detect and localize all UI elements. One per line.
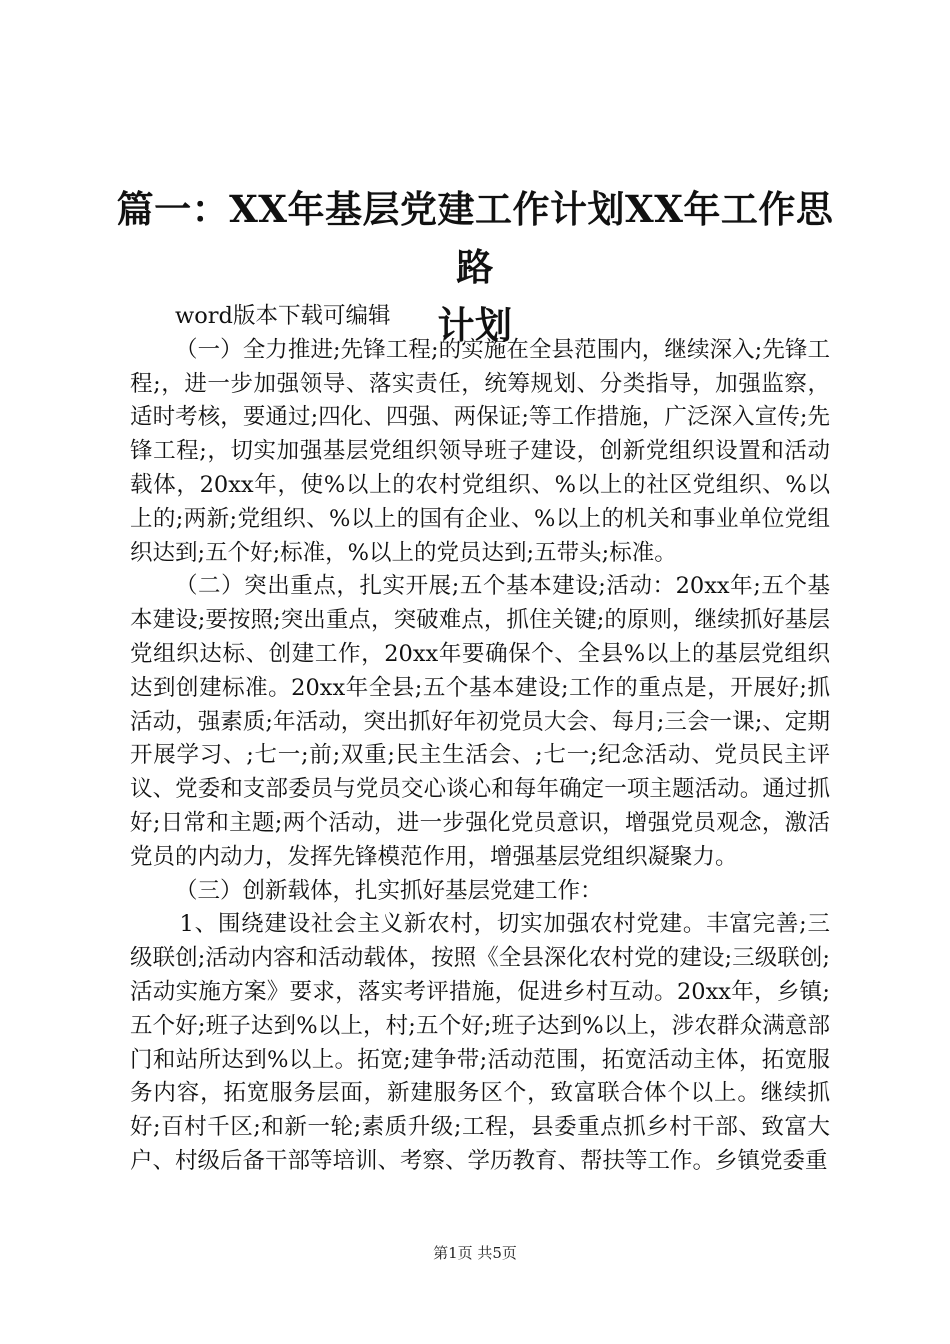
paragraph-2: （二）突出重点，扎实开展;五个基本建设;活动：20xx年;五个基本建设;要按照;突出重点，突破难点，抓住关键;的原则，继续抓好基层党组织达标、创建工作，20xx年要确保个、全县%以上的基层党组织达到创建标准。20xx年全县;五个基本建设;工作的重点是，开展好;抓活动，强素质;年活动，突出抓好年初党员大会、每月;三会一课;、定期开展学习、;七一;前;双重;民主生活会、;七一;纪念活动、党员民主评议、党委和支部委员与党员交心谈心和每年确定一项主题活动。通过抓好;日常和主题;两个活动，进一步强化党员意识，增强党员观念，激活党员的内动力，发挥先锋模范作用，增强基层党组织凝聚力。 [130, 573, 830, 870]
subtitle-note: word版本下载可编辑 [175, 303, 391, 329]
title-line-1: 篇一：XX年基层党建工作计划XX年工作思路 [116, 187, 834, 289]
document-body [130, 300, 830, 1179]
paragraph-3: （三）创新载体，扎实抓好基层党建工作： [175, 877, 603, 904]
paragraph-4: 1、围绕建设社会主义新农村，切实加强农村党建。丰富完善;三级联创;活动内容和活动载体，按照《全县深化农村党的建设;三级联创;活动实施方案》要求，落实考评措施，促进乡村互动。20xx年，乡镇;五个好;班子达到%以上，村;五个好;班子达到%以上，涉农群众满意部门和站所达到%以上。拓宽;建争带;活动范围，拓宽活动主体，拓宽服务内容，拓宽服务层面，新建服务区个，致富联合体个以上。继续抓好;百村千区;和新一轮;素质升级;工程，县委重点抓乡村干部、致富大户、村级后备干部等培训、考察、学历教育、帮扶等工作。乡镇党委重 [130, 911, 830, 1174]
page-footer: 第1页 共5页 [433, 1244, 517, 1262]
paragraph-1: （一）全力推进;先锋工程;的实施在全县范围内，继续深入;先锋工程;，进一步加强领导、落实责任，统筹规划、分类指导，加强监察，适时考核，要通过;四化、四强、两保证;等工作措施，广泛深入宣传;先锋工程;，切实加强基层党组织领导班子建设，创新党组织设置和活动载体，20xx年，使%以上的农村党组织、%以上的社区党组织、%以上的;两新;党组织、%以上的国有企业、%以上的机关和事业单位党组织达到;五个好;标准，%以上的党员达到;五带头;标准。 [130, 336, 830, 566]
title-line-2: 计划 [437, 303, 513, 347]
